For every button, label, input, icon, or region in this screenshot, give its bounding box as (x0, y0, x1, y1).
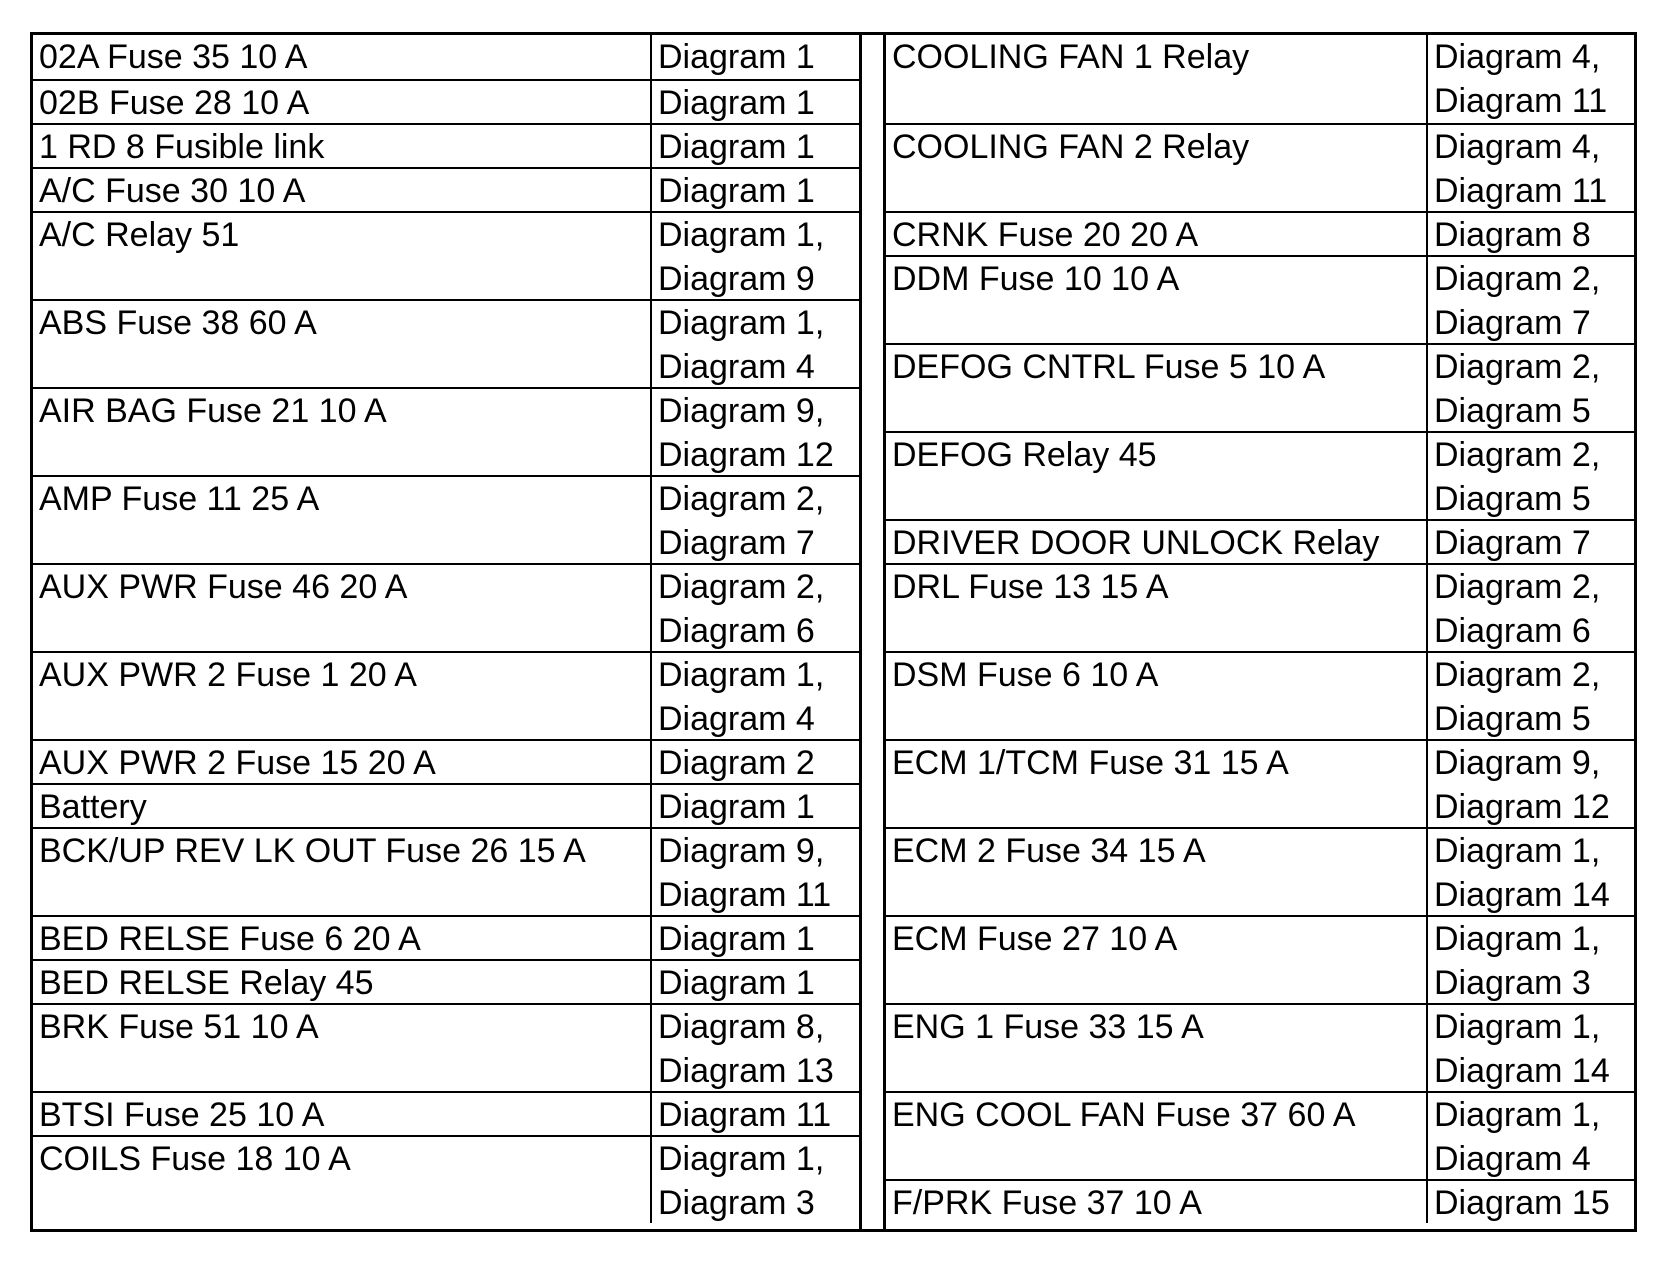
table-row (886, 1003, 1634, 1091)
component-name: AMP Fuse 11 25 A (39, 480, 320, 518)
component-name: DSM Fuse 6 10 A (892, 656, 1159, 694)
diagram-reference: Diagram 1, Diagram 9 (650, 213, 859, 299)
diagram-reference: Diagram 8 (1426, 213, 1634, 255)
table-row (33, 35, 859, 79)
table-row (886, 1091, 1634, 1179)
component-name: 02A Fuse 35 10 A (39, 38, 308, 76)
diagram-reference: Diagram 15 (1426, 1181, 1634, 1223)
component-name: BED RELSE Fuse 6 20 A (39, 920, 421, 958)
component-name: AIR BAG Fuse 21 10 A (39, 392, 387, 430)
diagram-reference: Diagram 4, Diagram 11 (1426, 35, 1634, 123)
diagram-reference: Diagram 9, Diagram 12 (650, 389, 859, 475)
diagram-reference: Diagram 1, Diagram 4 (650, 653, 859, 739)
table-row (886, 1179, 1634, 1223)
table-row (33, 475, 859, 563)
component-name: A/C Relay 51 (39, 216, 240, 254)
component-name: DRL Fuse 13 15 A (892, 568, 1169, 606)
table-row (886, 255, 1634, 343)
table-row (33, 211, 859, 299)
component-name: COOLING FAN 2 Relay (892, 128, 1250, 166)
table-row (33, 1003, 859, 1091)
table-row (33, 123, 859, 167)
diagram-reference: Diagram 1, Diagram 14 (1426, 829, 1634, 915)
table-row (886, 211, 1634, 255)
diagram-reference: Diagram 1 (650, 785, 859, 827)
table-row (33, 79, 859, 123)
component-name: DRIVER DOOR UNLOCK Relay (892, 524, 1380, 562)
table-row (33, 299, 859, 387)
diagram-reference: Diagram 1 (650, 81, 859, 123)
diagram-reference: Diagram 1, Diagram 14 (1426, 1005, 1634, 1091)
diagram-reference: Diagram 2, Diagram 5 (1426, 653, 1634, 739)
diagram-reference: Diagram 7 (1426, 521, 1634, 563)
diagram-reference: Diagram 2, Diagram 5 (1426, 345, 1634, 431)
table-row (33, 915, 859, 959)
diagram-reference: Diagram 1, Diagram 3 (650, 1137, 859, 1223)
diagram-reference: Diagram 1, Diagram 4 (650, 301, 859, 387)
diagram-reference: Diagram 1 (650, 961, 859, 1003)
diagram-reference: Diagram 2, Diagram 6 (650, 565, 859, 651)
diagram-reference: Diagram 1, Diagram 3 (1426, 917, 1634, 1003)
table-row (886, 563, 1634, 651)
table-row (886, 431, 1634, 519)
component-name: ENG COOL FAN Fuse 37 60 A (892, 1096, 1356, 1134)
component-name: ECM Fuse 27 10 A (892, 920, 1178, 958)
table-row (886, 123, 1634, 211)
diagram-reference: Diagram 2 (650, 741, 859, 783)
table-row (33, 739, 859, 783)
diagram-reference: Diagram 1 (650, 917, 859, 959)
table-row (33, 783, 859, 827)
diagram-reference: Diagram 11 (650, 1093, 859, 1135)
component-name: 02B Fuse 28 10 A (39, 84, 310, 122)
component-name: DEFOG CNTRL Fuse 5 10 A (892, 348, 1326, 386)
component-name: BTSI Fuse 25 10 A (39, 1096, 325, 1134)
table-row (33, 827, 859, 915)
component-name: Battery (39, 788, 147, 826)
fuse-index-table (30, 32, 1637, 1232)
component-name: ENG 1 Fuse 33 15 A (892, 1008, 1204, 1046)
diagram-reference: Diagram 2, Diagram 5 (1426, 433, 1634, 519)
component-name: BRK Fuse 51 10 A (39, 1008, 319, 1046)
component-name: ABS Fuse 38 60 A (39, 304, 317, 342)
component-name: ECM 2 Fuse 34 15 A (892, 832, 1206, 870)
component-name: BCK/UP REV LK OUT Fuse 26 15 A (39, 832, 586, 870)
table-row (886, 343, 1634, 431)
component-name: DDM Fuse 10 10 A (892, 260, 1180, 298)
component-name: DEFOG Relay 45 (892, 436, 1157, 474)
table-row (886, 35, 1634, 123)
component-name: F/PRK Fuse 37 10 A (892, 1184, 1202, 1222)
diagram-reference: Diagram 1 (650, 35, 859, 79)
diagram-reference: Diagram 9, Diagram 12 (1426, 741, 1634, 827)
table-row (886, 827, 1634, 915)
component-name: CRNK Fuse 20 20 A (892, 216, 1199, 254)
table-row (886, 739, 1634, 827)
component-name: AUX PWR Fuse 46 20 A (39, 568, 408, 606)
table-row (33, 959, 859, 1003)
table-row (33, 387, 859, 475)
diagram-reference: Diagram 2, Diagram 7 (650, 477, 859, 563)
table-row (33, 651, 859, 739)
column-divider (859, 35, 886, 1229)
diagram-reference: Diagram 2, Diagram 7 (1426, 257, 1634, 343)
diagram-reference: Diagram 1, Diagram 4 (1426, 1093, 1634, 1179)
table-row (886, 651, 1634, 739)
table-row (886, 519, 1634, 563)
table-row (886, 915, 1634, 1003)
component-name: BED RELSE Relay 45 (39, 964, 374, 1002)
component-name: AUX PWR 2 Fuse 15 20 A (39, 744, 436, 782)
diagram-reference: Diagram 8, Diagram 13 (650, 1005, 859, 1091)
diagram-reference: Diagram 1 (650, 125, 859, 167)
component-name: ECM 1/TCM Fuse 31 15 A (892, 744, 1289, 782)
table-row (33, 167, 859, 211)
table-row (33, 1135, 859, 1223)
component-name: A/C Fuse 30 10 A (39, 172, 306, 210)
component-name: AUX PWR 2 Fuse 1 20 A (39, 656, 417, 694)
diagram-reference: Diagram 4, Diagram 11 (1426, 125, 1634, 211)
diagram-reference: Diagram 1 (650, 169, 859, 211)
component-name: COILS Fuse 18 10 A (39, 1140, 351, 1178)
diagram-reference: Diagram 2, Diagram 6 (1426, 565, 1634, 651)
table-row (33, 1091, 859, 1135)
table-row (33, 563, 859, 651)
component-name: COOLING FAN 1 Relay (892, 38, 1250, 76)
component-name: 1 RD 8 Fusible link (39, 128, 325, 166)
diagram-reference: Diagram 9, Diagram 11 (650, 829, 859, 915)
